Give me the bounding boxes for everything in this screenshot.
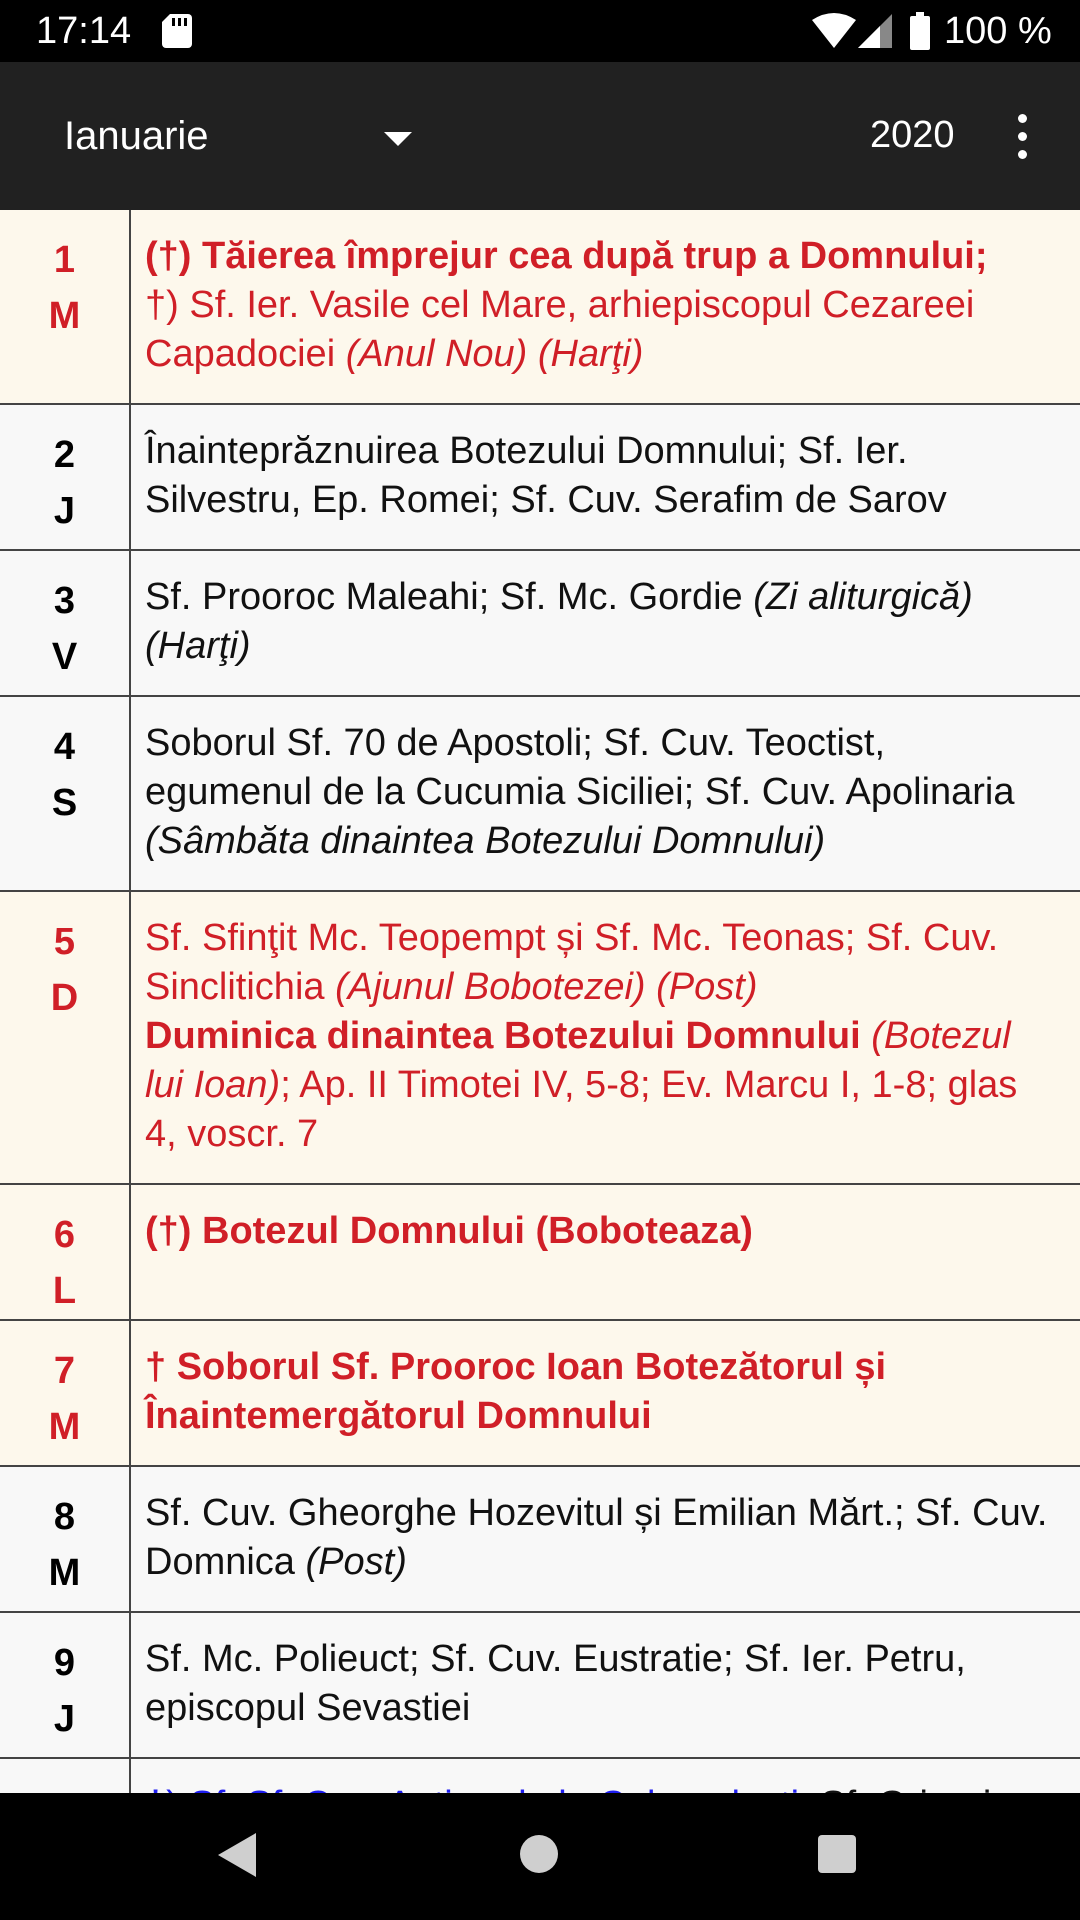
calendar-list[interactable] — [0, 210, 1080, 1793]
month-dropdown[interactable] — [64, 102, 424, 172]
calendar-row-2[interactable] — [0, 405, 1080, 551]
calendar-row-1[interactable] — [0, 210, 1080, 405]
entry-feast-title: † Soborul Sf. Prooroc Ioan Botezătorul și Înaintemergătorul Domnului — [145, 1346, 887, 1437]
home-icon[interactable] — [520, 1835, 558, 1873]
day-number: 6 — [53, 1214, 76, 1256]
weekday-letter: V — [51, 636, 78, 678]
day-number: 9 — [53, 1642, 76, 1684]
day-cell — [0, 1613, 131, 1757]
navigation-bar — [0, 1793, 1080, 1920]
entry-text: Sf. Cuv. Gheorghe Hozevitul și Emilian Mărt.; Sf. Cuv. Domnica — [145, 1492, 1048, 1583]
calendar-row-3[interactable] — [0, 551, 1080, 697]
weekday-letter: M — [48, 295, 81, 337]
day-entry — [131, 892, 1080, 1183]
entry-text: Soborul Sf. 70 de Apostoli; Sf. Cuv. Teoctist, egumenul de la Cucumia Siciliei; Sf. Cuv. Apolinaria — [145, 722, 1015, 813]
day-entry — [131, 551, 1080, 695]
day-number: 7 — [53, 1350, 76, 1392]
app-bar — [0, 62, 1080, 210]
calendar-row-5[interactable] — [0, 892, 1080, 1185]
entry-note: (Post) — [305, 1541, 407, 1583]
weekday-letter: L — [52, 1270, 77, 1312]
day-cell — [0, 1185, 131, 1319]
day-cell — [0, 892, 131, 1183]
day-cell — [0, 1321, 131, 1465]
wifi-icon — [812, 14, 856, 48]
status-bar — [0, 0, 1080, 62]
day-entry — [131, 405, 1080, 549]
recents-icon[interactable] — [818, 1835, 856, 1873]
day-number: 1 — [53, 239, 76, 281]
calendar-row-4[interactable] — [0, 697, 1080, 892]
calendar-row-7[interactable] — [0, 1321, 1080, 1467]
sd-card-icon — [162, 14, 192, 48]
day-cell — [0, 210, 131, 403]
entry-note: (Anul Nou) (Harţi) — [345, 333, 644, 375]
day-entry — [131, 1467, 1080, 1611]
entry-note-2: (Botezul lui Ioan) — [145, 1015, 1011, 1106]
calendar-row-8[interactable] — [0, 1467, 1080, 1613]
day-cell — [0, 405, 131, 549]
year-label[interactable]: 2020 — [870, 114, 955, 156]
day-number: 2 — [53, 434, 76, 476]
day-entry — [131, 697, 1080, 890]
status-time: 17:14 — [36, 10, 132, 52]
entry-text: Sf. Sfinţit Mc. Teopempt și Sf. Mc. Teonas; Sf. Cuv. Sinclitichia — [145, 917, 999, 1008]
entry-feast-title: (†) Botezul Domnului (Boboteaza) — [145, 1210, 753, 1252]
day-cell — [0, 1467, 131, 1611]
entry-text: Sf. Mc. Polieuct; Sf. Cuv. Eustratie; Sf. Ier. Petru, episcopul Sevastiei — [145, 1638, 966, 1729]
entry-text: Înainteprăznuirea Botezului Domnului; Sf. Ier. Silvestru, Ep. Romei; Sf. Cuv. Serafim de Sarov — [145, 430, 947, 521]
weekday-letter: M — [48, 1406, 81, 1448]
month-label: Ianuarie — [64, 114, 209, 158]
calendar-row-6[interactable] — [0, 1185, 1080, 1321]
weekday-letter: D — [50, 977, 79, 1019]
day-number: 4 — [53, 726, 76, 768]
day-number: 5 — [53, 921, 76, 963]
day-entry — [131, 1321, 1080, 1465]
entry-note: (Sâmbăta dinaintea Botezului Domnului) — [145, 820, 826, 862]
entry-readings: ; Ap. II Timotei IV, 5-8; Ev. Marcu I, 1-8; glas 4, voscr. 7 — [145, 1064, 1018, 1155]
calendar-row-9[interactable] — [0, 1613, 1080, 1759]
weekday-letter: J — [53, 490, 76, 532]
day-entry — [131, 1613, 1080, 1757]
weekday-letter: S — [51, 782, 78, 824]
weekday-letter: M — [48, 1552, 81, 1594]
entry-text: Sf. Prooroc Maleahi; Sf. Mc. Gordie — [145, 576, 754, 618]
signal-icon — [858, 14, 892, 48]
day-cell — [0, 697, 131, 890]
battery-percentage: 100 % — [944, 10, 1052, 52]
weekday-letter: J — [53, 1698, 76, 1740]
day-entry — [131, 1185, 1080, 1319]
entry-note: (Ajunul Bobotezei) (Post) — [335, 966, 758, 1008]
battery-icon — [910, 12, 930, 50]
day-number: 3 — [53, 580, 76, 622]
entry-sunday-title: Duminica dinaintea Botezului Domnului — [145, 1015, 861, 1057]
entry-text: †) Sf. Ier. Vasile cel Mare, arhiepiscopul Cezareei Capadociei — [145, 284, 975, 375]
day-cell — [0, 551, 131, 695]
back-icon[interactable] — [218, 1833, 256, 1877]
dropdown-arrow-icon — [384, 132, 412, 146]
day-entry — [131, 210, 1080, 403]
entry-note: (Zi aliturgică) (Harţi) — [145, 576, 973, 667]
overflow-menu-icon[interactable] — [1004, 106, 1040, 166]
day-number: 8 — [53, 1496, 76, 1538]
entry-feast-title: (†) Tăierea împrejur cea după trup a Domnului; — [145, 235, 988, 277]
